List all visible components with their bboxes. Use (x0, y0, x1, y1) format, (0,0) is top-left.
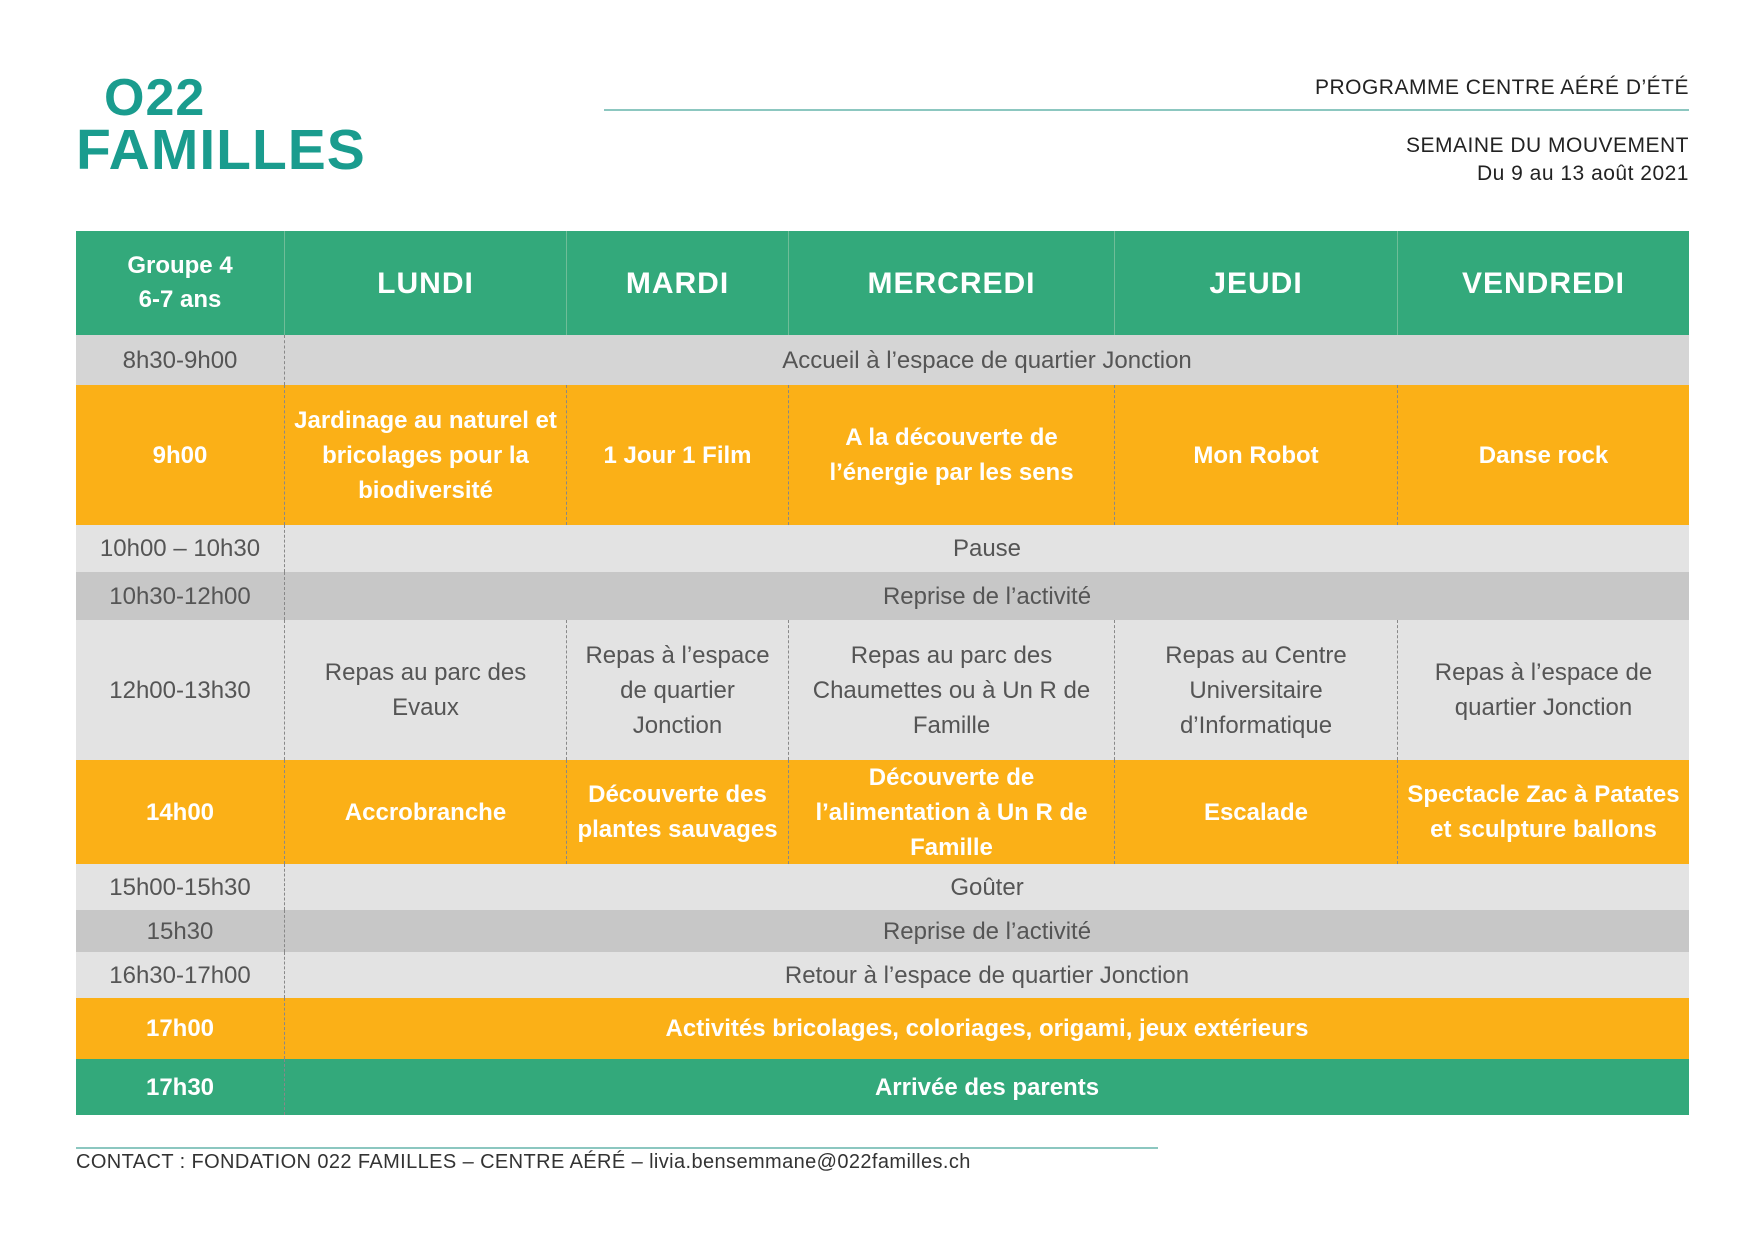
header-divider (604, 109, 1689, 111)
row-text: Goûter (284, 864, 1689, 910)
logo-line2: FAMILLES (76, 118, 366, 182)
lunch-cell: Repas au parc des Evaux (284, 620, 566, 760)
group-label (76, 231, 284, 335)
table-row (76, 910, 1689, 952)
lunch-cell: Repas au Centre Universitaire d’Informatique (1114, 620, 1397, 760)
row-text: Activités bricolages, coloriages, origami, jeux extérieurs (284, 998, 1689, 1059)
row-text: Accueil à l’espace de quartier Jonction (284, 335, 1689, 385)
time-cell: 17h00 (145, 1015, 215, 1042)
activity-cell: Escalade (1114, 760, 1397, 864)
activity-cell: Accrobranche (284, 760, 566, 864)
table-row (76, 335, 1689, 385)
row-text: Pause (284, 525, 1689, 572)
row-text: Reprise de l’activité (284, 572, 1689, 620)
table-row (76, 572, 1689, 620)
time-cell: 14h00 (145, 798, 215, 826)
activity-cell: Danse rock (1397, 385, 1689, 525)
activity-cell: Mon Robot (1114, 385, 1397, 525)
activity-cell: A la découverte de l’énergie par les sens (788, 385, 1114, 525)
logo (76, 69, 376, 182)
week-info (1406, 132, 1689, 188)
day-header-friday: VENDREDI (1397, 231, 1689, 335)
activity-cell: Découverte des plantes sauvages (566, 760, 788, 864)
time-cell: 12h00-13h30 (109, 676, 251, 704)
week-dates: Du 9 au 13 août 2021 (1476, 162, 1689, 185)
logo-line1: O22 (104, 69, 206, 127)
activity-cell: Jardinage au naturel et bricolages pour la biodiversité (284, 385, 566, 525)
table-row (76, 385, 1689, 525)
row-text: Reprise de l’activité (284, 910, 1689, 952)
lunch-cell: Repas à l’espace de quartier Jonction (566, 620, 788, 760)
time-cell: 16h30-17h00 (109, 961, 251, 989)
footer-divider (76, 1147, 1158, 1149)
time-cell: 10h00 – 10h30 (99, 535, 261, 562)
time-cell: 15h00-15h30 (109, 873, 251, 901)
table-header-row (76, 231, 1689, 335)
time-cell: 15h30 (146, 917, 214, 945)
table-row (76, 525, 1689, 572)
week-name: SEMAINE DU MOUVEMENT (1405, 134, 1689, 157)
time-cell: 8h30-9h00 (122, 346, 238, 374)
group-name: Groupe 4 (127, 252, 233, 279)
lunch-cell: Repas à l’espace de quartier Jonction (1397, 620, 1689, 760)
table-row (76, 1059, 1689, 1115)
activity-cell: Découverte de l’alimentation à Un R de Famille (788, 760, 1114, 864)
day-header-thursday: JEUDI (1114, 231, 1397, 335)
activity-cell: Spectacle Zac à Patates et sculpture ballons (1397, 760, 1689, 864)
time-cell: 17h30 (145, 1073, 215, 1101)
row-text: Retour à l’espace de quartier Jonction (284, 952, 1689, 998)
program-title: PROGRAMME CENTRE AÉRÉ D’ÉTÉ (1314, 76, 1689, 99)
day-header-monday: LUNDI (284, 231, 566, 335)
day-header-wednesday: MERCREDI (788, 231, 1114, 335)
group-age: 6-7 ans (138, 286, 222, 313)
schedule-table (76, 231, 1689, 1115)
table-row (76, 760, 1689, 864)
activity-cell: 1 Jour 1 Film (566, 385, 788, 525)
table-row (76, 998, 1689, 1059)
table-row (76, 952, 1689, 998)
time-cell: 10h30-12h00 (109, 582, 251, 610)
table-row (76, 620, 1689, 760)
day-header-tuesday: MARDI (566, 231, 788, 335)
time-cell: 9h00 (152, 441, 208, 469)
row-text: Arrivée des parents (284, 1059, 1689, 1115)
table-row (76, 864, 1689, 910)
lunch-cell: Repas au parc des Chaumettes ou à Un R de Famille (788, 620, 1114, 760)
footer-contact: CONTACT : FONDATION 022 FAMILLES – CENTRE AÉRÉ – livia.bensemmane@022familles.ch (76, 1151, 971, 1173)
